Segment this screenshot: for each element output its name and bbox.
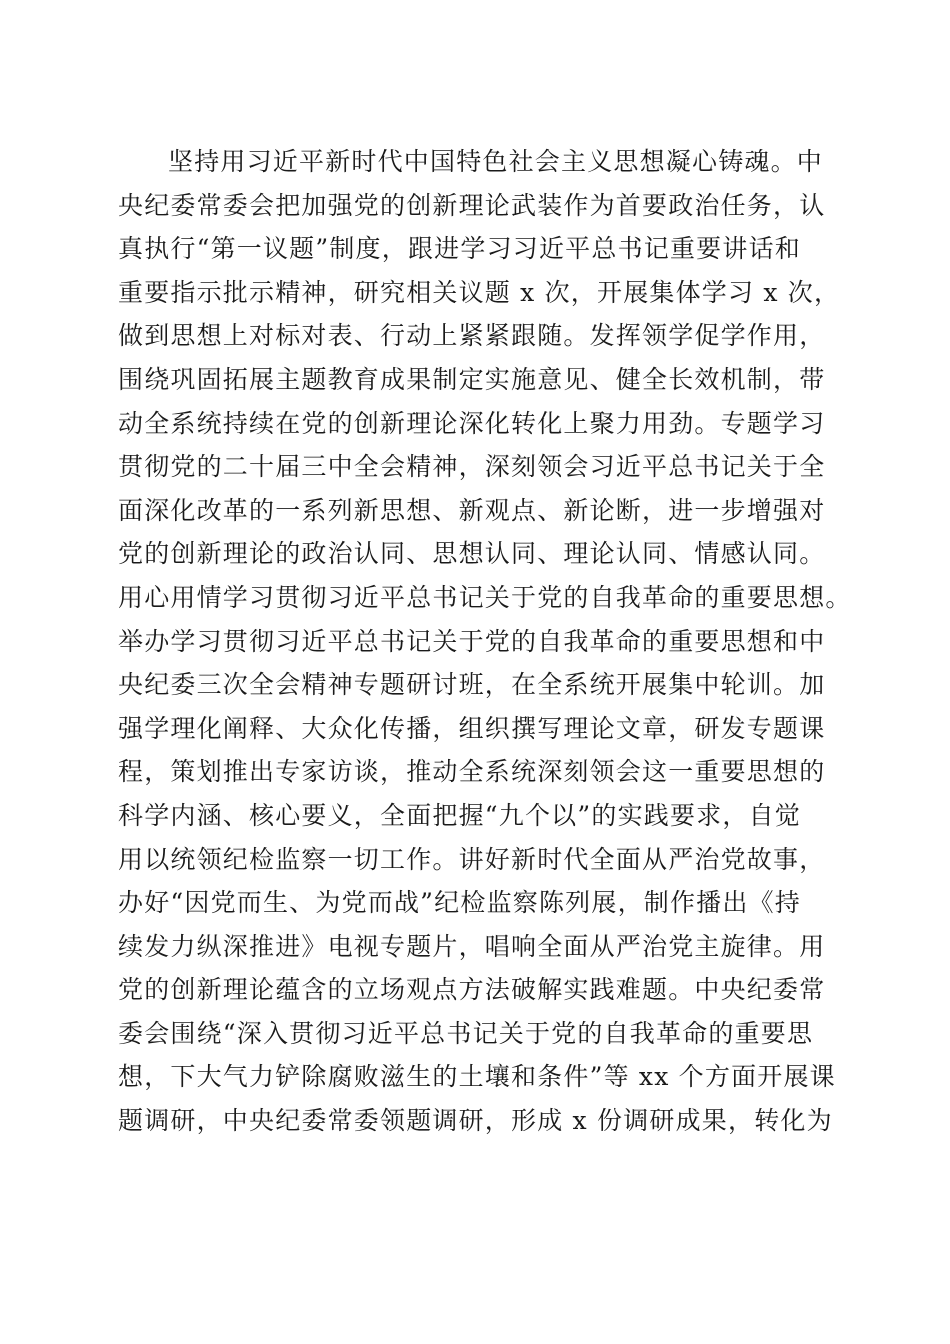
text-line: 做到思想上对标对表、行动上紧紧跟随。发挥领学促学作用， [118,321,826,351]
text-line: 面深化改革的一系列新思想、新观点、新论断，进一步增强对 [118,495,826,525]
text-line: 想，下大气力铲除腐败滋生的土壤和条件”等 xx 个方面开展课 [118,1062,836,1092]
text-line: 强学理化阐释、大众化传播，组织撰写理论文章，研发专题课 [118,713,826,743]
body-paragraph [118,140,858,1143]
text-line: 程，策划推出专家访谈，推动全系统深刻领会这一重要思想的 [118,757,826,787]
text-line: 央纪委常委会把加强党的创新理论武装作为首要政治任务，认 [118,190,826,220]
text-line: 用以统领纪检监察一切工作。讲好新时代全面从严治党故事， [118,844,826,874]
text-line: 题调研，中央纪委常委领题调研，形成 x 份调研成果，转化为 [118,1106,833,1136]
text-line: 党的创新理论的政治认同、思想认同、理论认同、情感认同。 [118,539,826,569]
text-line: 围绕巩固拓展主题教育成果制定实施意见、健全长效机制，带 [118,364,826,394]
text-line: 用心用情学习贯彻习近平总书记关于党的自我革命的重要思想。 [118,582,852,612]
text-line: 委会围绕“深入贯彻习近平总书记关于党的自我革命的重要思 [118,1018,814,1048]
text-line: 真执行“第一议题”制度，跟进学习习近平总书记重要讲话和 [118,234,801,264]
text-line: 坚持用习近平新时代中国特色社会主义思想凝心铸魂。中 [168,147,824,176]
text-line: 重要指示批示精神，研究相关议题 x 次，开展集体学习 x 次， [118,277,841,307]
text-line: 科学内涵、核心要义，全面把握“九个以”的实践要求，自觉 [118,800,801,830]
text-line: 举办学习贯彻习近平总书记关于党的自我革命的重要思想和中 [118,626,826,656]
text-line: 央纪委三次全会精神专题研讨班，在全系统开展集中轮训。加 [118,670,826,700]
text-line: 动全系统持续在党的创新理论深化转化上聚力用劲。专题学习 [118,408,826,438]
text-line: 贯彻党的二十届三中全会精神，深刻领会习近平总书记关于全 [118,452,826,482]
text-line: 办好“因党而生、为党而战”纪检监察陈列展，制作播出《持 [118,888,801,918]
text-line: 党的创新理论蕴含的立场观点方法破解实践难题。中央纪委常 [118,975,826,1005]
text-line: 续发力纵深推进》电视专题片，唱响全面从严治党主旋律。用 [118,931,826,961]
